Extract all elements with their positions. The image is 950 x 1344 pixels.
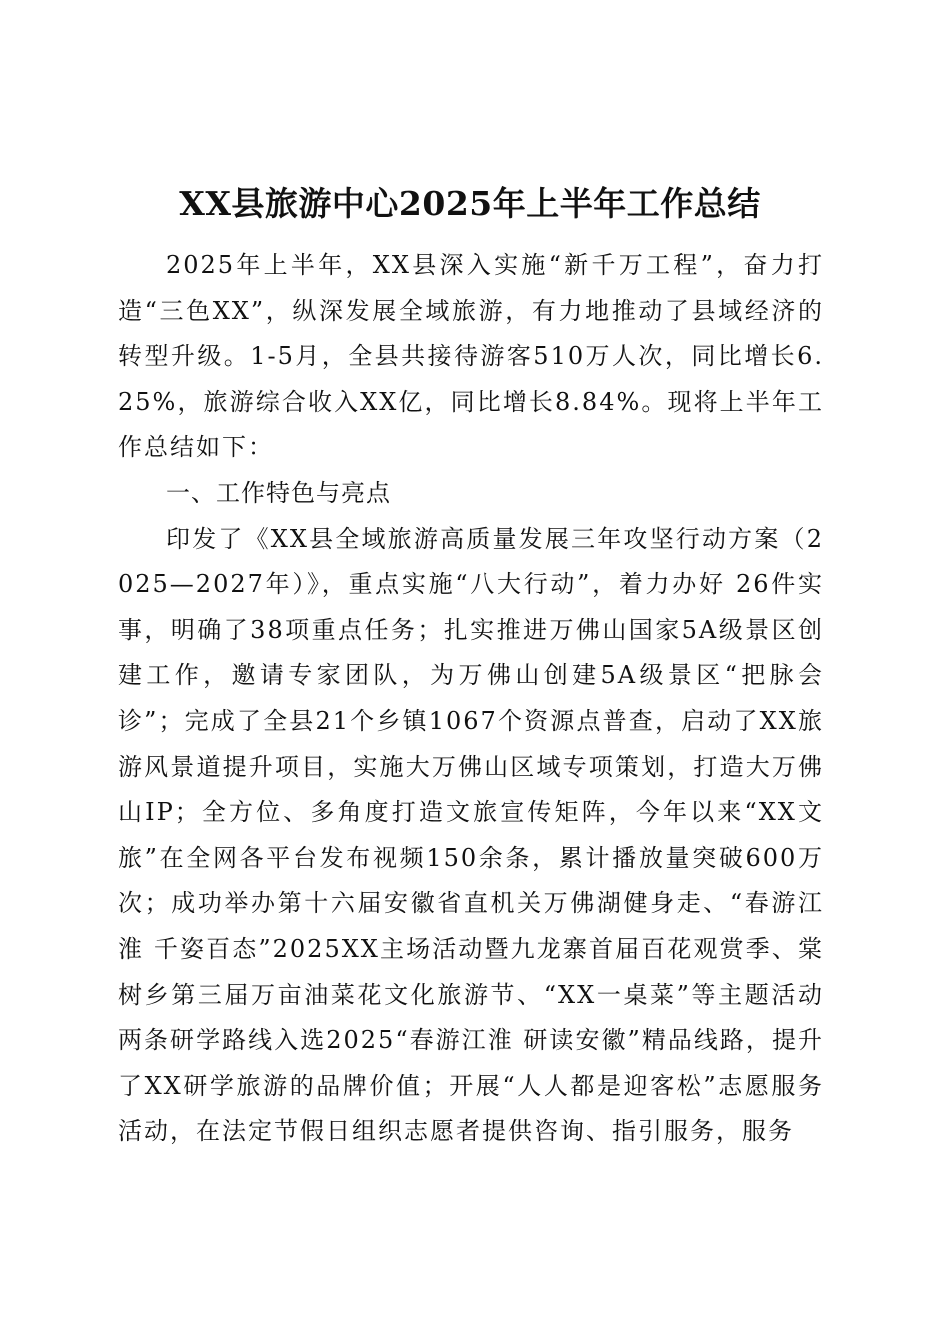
document-title: XX县旅游中心2025年上半年工作总结	[179, 184, 761, 223]
section-paragraph: 印发了《XX县全域旅游高质量发展三年攻坚行动方案（2025—2027年）》，重点实施“八大行动”，着力办好 26件实事，明确了38项重点任务；扎实推进万佛山国家5A级景区创建工作，邀请专家团队，为万佛山创建5A级景区“把脉会诊”；完成了全县21个乡镇1067个资源点普查，启动了XX旅游风景道提升项目，实施大万佛山区域专项策划，打造大万佛山IP；全方位、多角度打造文旅宣传矩阵，今年以来“XX文旅”在全网各平台发布视频150余条，累计播放量突破600万次；成功举办第十六届安徽省直机关万佛湖健身走、“春游江淮 千姿百态”2025XX主场活动暨九龙寨首届百花观赏季、棠树乡第三届万亩油菜花文化旅游节、“XX一桌菜”等主题活动两条研学路线入选2025“春游江淮 研读安徽”精品线路，提升了XX研学旅游的品牌价值；开展“人人都是迎客松”志愿服务活动，在法定节假日组织志愿者提供咨询、指引服务，服务	[118, 524, 824, 1146]
document-body	[118, 243, 824, 1155]
section-heading: 一、工作特色与亮点	[166, 478, 391, 507]
intro-paragraph: 2025年上半年，XX县深入实施“新千万工程”，奋力打造“三色XX”，纵深发展全域旅游，有力地推动了县域经济的转型升级。1-5月，全县共接待游客510万人次，同比增长6.25%，旅游综合收入XX亿，同比增长8.84%。现将上半年工作总结如下：	[118, 251, 824, 462]
